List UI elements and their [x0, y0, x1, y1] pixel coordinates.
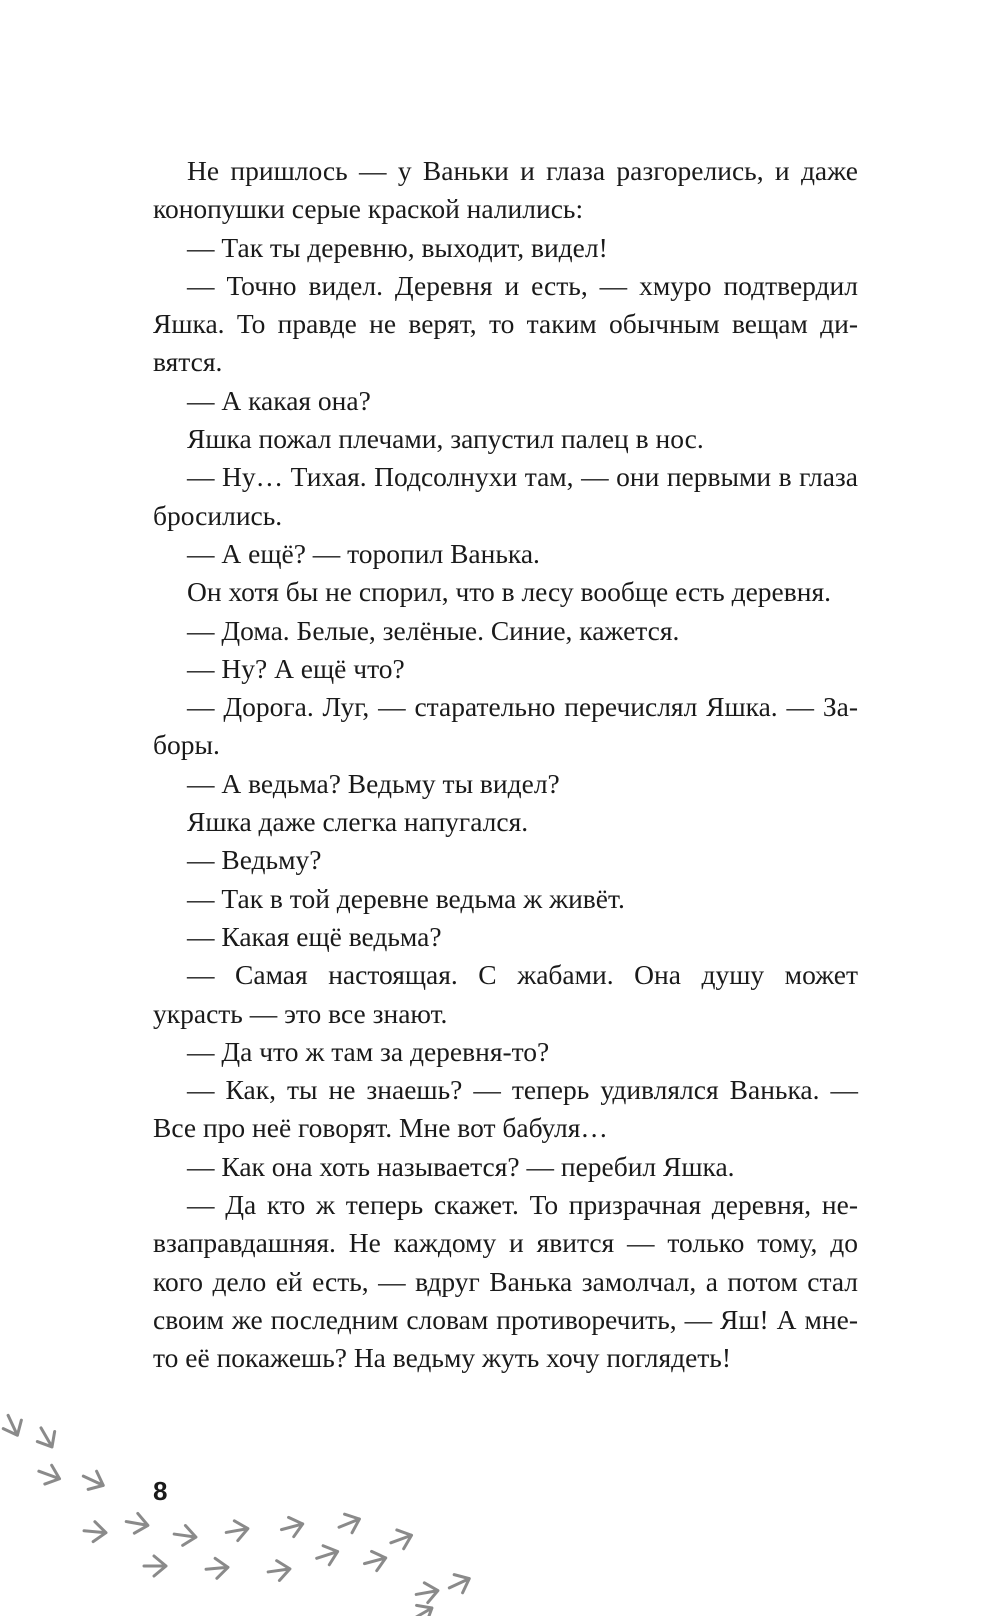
paragraph: — Дорога. Луг, — старательно перечислял Яшка. — Заборы. — [153, 691, 858, 761]
bird-track — [124, 1512, 149, 1536]
bird-track — [224, 1519, 249, 1543]
paragraph: — Да что ж там за деревня-то? — [187, 1035, 550, 1067]
bird-track — [173, 1524, 198, 1547]
bird-track — [387, 1526, 415, 1552]
bird-track — [79, 1467, 107, 1494]
paragraph: — Так в той деревне ведьма ж живёт. — [187, 882, 625, 914]
bird-track — [267, 1559, 292, 1582]
bird-track — [335, 1510, 363, 1537]
bird-track — [205, 1557, 229, 1579]
bird-track — [279, 1514, 305, 1539]
bird-track — [83, 1521, 107, 1543]
paragraph: — Так ты деревню, выходит, видел! — [187, 231, 608, 263]
paragraph: — Ну… Тихая. Подсолнухи там, — они первыми в глаза бросились. — [153, 461, 858, 531]
bird-track — [414, 1581, 439, 1605]
paragraph: — Ведьму? — [187, 844, 322, 876]
bird-track — [0, 1411, 26, 1439]
paragraph: — А ещё? — торопил Ванька. — [187, 537, 540, 569]
paragraph: — Самая настоящая. С жабами. Она душу может украсть — это все знают. — [153, 959, 858, 1029]
paragraph: — Точно видел. Деревня и есть, — хмуро подтвердил Яшка. То правде не верят, то таким обычным вещам дивятся. — [153, 269, 858, 378]
paragraph: — Дома. Белые, зелёные. Синие, кажется. — [187, 614, 680, 646]
bird-track — [445, 1570, 473, 1597]
bird-track — [408, 1599, 437, 1616]
paragraph: Яшка пожал плечами, запустил палец в нос. — [187, 423, 704, 455]
bird-track — [32, 1423, 60, 1452]
bird-tracks-icon — [0, 1400, 520, 1616]
bird-track — [362, 1548, 388, 1573]
paragraph: — Какая ещё ведьма? — [187, 920, 442, 952]
page-number: 8 — [153, 1476, 168, 1506]
bird-track — [144, 1556, 166, 1576]
page-body-text — [153, 152, 858, 1378]
paragraph: — А ведьма? Ведьму ты видел? — [187, 767, 560, 799]
paragraph: — Ну? А ещё что? — [187, 652, 405, 684]
paragraph: Он хотя бы не спорил, что в лесу вообще есть деревня. — [187, 576, 831, 608]
paragraph: Яшка даже слегка напугался. — [187, 806, 529, 838]
bird-track — [314, 1542, 341, 1568]
bird-track — [35, 1462, 63, 1488]
paragraph: — Да кто ж теперь скажет. То призрачная деревня, невзаправдашняя. Не каждому и явится — только тому, до кого дело ей есть, — вдруг Ванька замолчал, а потом стал своим же последним словам противоречить, — Яш! А мнето её покажешь? На ведьму жуть хочу поглядеть! — [153, 1189, 858, 1374]
paragraph: — А какая она? — [187, 384, 371, 416]
paragraph: — Как она хоть называется? — перебил Яшка. — [187, 1150, 735, 1182]
paragraph: — Как, ты не знаешь? — теперь удивлялся Ванька. — Все про неё говорят. Мне вот бабуля… — [153, 1074, 858, 1144]
paragraph: Не пришлось — у Ваньки и глаза разгорелись, и даже конопушки серые краской налились: — [153, 155, 858, 225]
